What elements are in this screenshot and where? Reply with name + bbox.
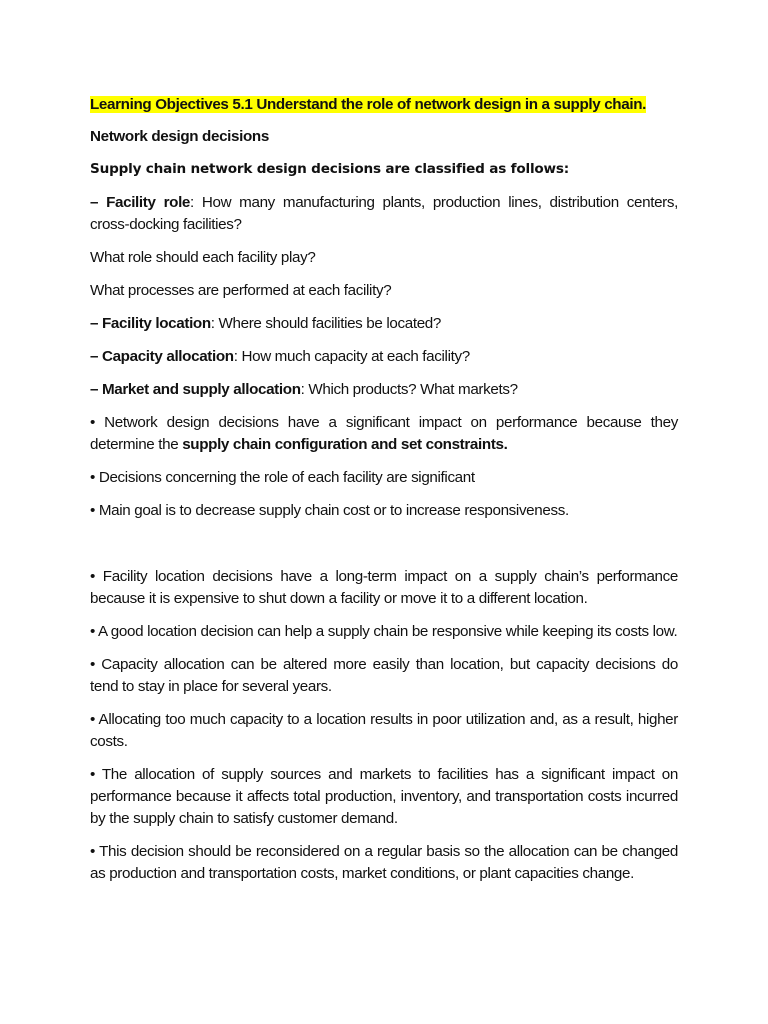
impact-text: • Network design decisions have a significant impact on performance because they determine the [90, 414, 678, 453]
bullet-item: • This decision should be reconsidered on a regular basis so the allocation can be changed as production and transportation costs, market conditions, or plant capacities change. [90, 843, 678, 882]
decision-text: What processes are performed at each facility? [90, 282, 392, 299]
learning-objectives-title [90, 94, 678, 116]
bullet-item: • Capacity allocation can be altered more easily than location, but capacity decisions do tend to stay in place for several years. [90, 656, 678, 695]
title-highlight: Learning Objectives 5.1 Understand the role of network design in a supply chain. [90, 96, 647, 113]
decision-label: – Facility role [90, 194, 191, 211]
bullet-item: • A good location decision can help a supply chain be responsive while keeping its costs low. [90, 623, 678, 640]
classification-heading: Supply chain network design decisions are classified as follows: [90, 161, 570, 177]
paragraph-spacer [90, 533, 678, 566]
document-page [90, 94, 678, 896]
impact-bold-text: supply chain configuration and set constraints. [182, 436, 508, 453]
decision-label: – Facility location [90, 315, 211, 332]
bullet-item: • Decisions concerning the role of each facility are significant [90, 469, 475, 486]
decision-facility-location [90, 313, 678, 335]
decision-question [90, 247, 678, 269]
section-heading: Network design decisions [90, 128, 269, 145]
decision-text: : How much capacity at each facility? [233, 348, 470, 365]
decision-text: : How many manufacturing plants, production lines, distribution centers, cross-docking facilities? [90, 194, 678, 233]
bullet-item: • The allocation of supply sources and markets to facilities has a significant impact on performance because it affects total production, inventory, and transportation costs incurred by the supply chain to satisfy customer demand. [90, 766, 678, 827]
decision-question [90, 280, 678, 302]
decision-label: – Market and supply allocation [90, 381, 301, 398]
decision-label: – Capacity allocation [90, 348, 234, 365]
decision-facility-role [90, 192, 678, 236]
bullet-item: • Allocating too much capacity to a location results in poor utilization and, as a result, higher costs. [90, 711, 678, 750]
decision-text: : Which products? What markets? [300, 381, 518, 398]
decision-market-supply-allocation [90, 379, 678, 401]
impact-bullet [90, 412, 678, 456]
decision-capacity-allocation [90, 346, 678, 368]
decision-text: What role should each facility play? [90, 249, 316, 266]
bullet-item: • Facility location decisions have a long-term impact on a supply chain’s performance because it is expensive to shut down a facility or move it to a different location. [90, 568, 678, 607]
bullet-item: • Main goal is to decrease supply chain cost or to increase responsiveness. [90, 502, 569, 519]
decision-text: : Where should facilities be located? [210, 315, 441, 332]
